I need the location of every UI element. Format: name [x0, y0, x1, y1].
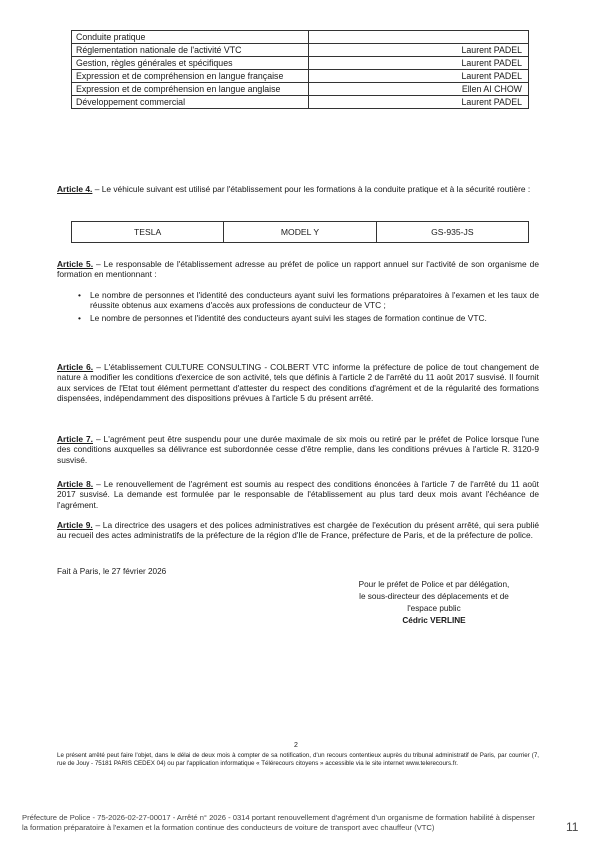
article-text: – Le responsable de l'établissement adresse au préfet de police un rapport annuel sur l'activité de son organisme de formation en mentionnant :: [57, 259, 539, 280]
subject-cell: Conduite pratique: [72, 31, 309, 44]
article-9: [57, 520, 539, 541]
signatory-name: Cédric VERLINE: [402, 616, 466, 625]
subject-cell: Expression et de compréhension en langue anglaise: [72, 83, 309, 96]
article-label: Article 7.: [57, 434, 93, 444]
article-6: [57, 362, 539, 404]
vehicle-make: TESLA: [72, 222, 224, 243]
inner-page-number: 2: [294, 742, 298, 749]
article-label: Article 4.: [57, 184, 93, 194]
subject-cell: Gestion, règles générales et spécifiques: [72, 57, 309, 70]
table-row: [72, 83, 529, 96]
signature-block: [334, 579, 534, 627]
place-date: Fait à Paris, le 27 février 2026: [57, 567, 167, 576]
list-item-text: Le nombre de personnes et l'identité des conducteurs ayant suivi les formations préparatoires à l'examen et les taux de réussite obtenus aux examens d'accès aux professions de conducteur de VTC ;: [90, 290, 539, 311]
subject-cell: Expression et de compréhension en langue française: [72, 70, 309, 83]
article-text: – L'agrément peut être suspendu pour une durée maximale de six mois ou retiré par le préfet de Police lorsque l'une des conditions auxquelles sa délivrance est subordonnée cesse d'être remplie, dans les conditions prévues à l'article R. 3120-9 susvisé.: [57, 434, 539, 465]
article-text: – L'établissement CULTURE CONSULTING - COLBERT VTC informe la préfecture de police de tout changement de nature à modifier les conditions d'exercice de son activité, tels que définis à l'article 2 de l'arrêté du 11 août 2017 susvisé. Il fournit aux services de l'Etat tout élément permettant d'attester du respect des conditions d'agrément et de la régularité des formations dispensées, indépendamment des dispositions prévues à l'article 5 du présent arrêté.: [57, 362, 539, 404]
signature-line: Pour le préfet de Police et par délégation,: [358, 580, 510, 589]
trainer-cell: Laurent PADEL: [309, 44, 529, 57]
list-item-text: Le nombre de personnes et l'identité des conducteurs ayant suivi les stages de formation continue de VTC.: [90, 312, 487, 323]
trainer-cell: Laurent PADEL: [309, 96, 529, 109]
article-text: – La directrice des usagers et des polices administratives est chargée de l'exécution du présent arrêté, qui sera publié au recueil des actes administratifs de la préfecture de la région d'Ile de France, préfecture de Paris, et de la préfecture de police.: [57, 520, 539, 541]
table-row: [72, 96, 529, 109]
article-8: [57, 479, 539, 510]
article-label: Article 9.: [57, 520, 93, 530]
trainer-cell: [309, 31, 529, 44]
article-4: [57, 184, 539, 194]
table-row: [72, 44, 529, 57]
article-5: [57, 259, 539, 280]
article-label: Article 8.: [57, 479, 94, 489]
article-label: Article 6.: [57, 362, 94, 372]
subject-cell: Réglementation nationale de l'activité VTC: [72, 44, 309, 57]
page-number: 11: [566, 820, 579, 834]
table-row: [72, 57, 529, 70]
article-text: – Le renouvellement de l'agrément est soumis au respect des conditions énoncées à l'article 7 de l'arrêté du 11 août 2017 susvisé. La demande est formulée par le responsable de l'établissement au plus tard deux mois avant l'échéance de l'agrément.: [57, 479, 539, 510]
list-item: [78, 313, 539, 323]
trainers-table: [71, 30, 529, 109]
bullet-icon: •: [78, 290, 81, 300]
bullet-icon: •: [78, 312, 81, 323]
trainer-cell: Ellen AI CHOW: [309, 83, 529, 96]
trainer-cell: Laurent PADEL: [309, 57, 529, 70]
trainer-cell: Laurent PADEL: [309, 70, 529, 83]
signature-line: le sous-directeur des déplacements et de: [359, 592, 509, 601]
vehicle-model: MODEL Y: [224, 222, 376, 243]
table-row: [72, 31, 529, 44]
signature-line: l'espace public: [407, 604, 461, 613]
article-text: – Le véhicule suivant est utilisé par l'établissement pour les formations à la conduite pratique et à la sécurité routière :: [92, 184, 531, 194]
list-item: [78, 290, 539, 311]
vehicle-plate: GS-935-JS: [376, 222, 528, 243]
article-7: [57, 434, 539, 465]
table-row: [72, 70, 529, 83]
table-row: [72, 222, 529, 243]
vehicle-table: [71, 221, 529, 243]
article-label: Article 5.: [57, 259, 94, 269]
subject-cell: Développement commercial: [72, 96, 309, 109]
document-footer: Préfecture de Police - 75-2026-02-27-00017 - Arrêté n° 2026 - 0314 portant renouvellement d'agrément d'un organisme de formation habilité à dispenser la formation préparatoire à l'examen et la formation continue des conducteurs de voiture de transport avec chauffeur (VTC): [22, 813, 535, 832]
appeal-footnote: Le présent arrêté peut faire l'objet, dans le délai de deux mois à compter de sa notification, d'un recours contentieux auprès du tribunal administratif de Paris, par courrier (7, rue de Jouy - 75181 PARIS CEDEX 04) ou par l'application informatique « Télérecours citoyens » accessible via le site internet www.telerecours.fr.: [57, 752, 539, 767]
article-5-list: [78, 290, 539, 325]
